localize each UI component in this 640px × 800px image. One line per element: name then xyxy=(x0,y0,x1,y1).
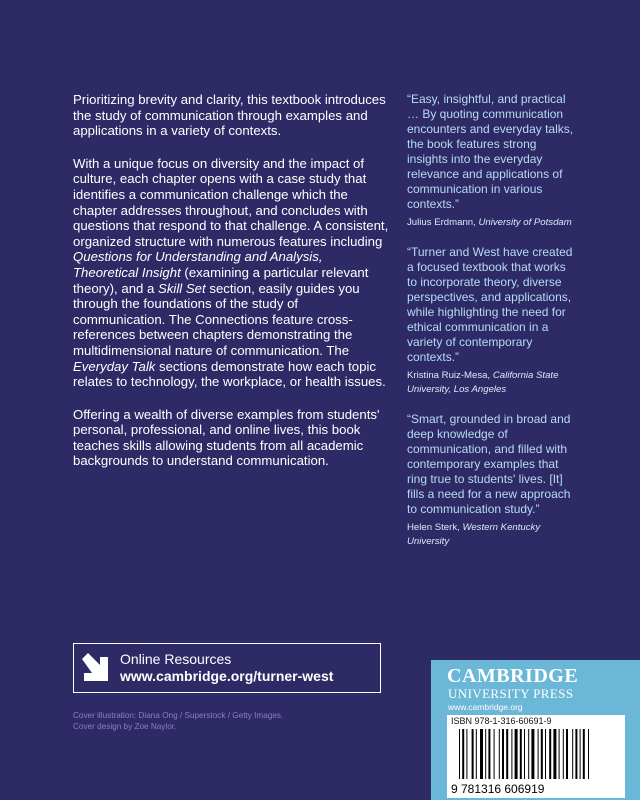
barcode-bar xyxy=(566,729,568,779)
design-credit: Cover design by Zoe Naylor. xyxy=(73,722,177,731)
barcode-bar xyxy=(553,729,556,779)
publisher-press: UNIVERSITY PRESS xyxy=(448,686,574,701)
p2-text-c: section, easily guides you through the foundations of the study of communication. The Connections feature cross-references between chapters demonstrating the multidimensional nature of communication. The xyxy=(73,280,360,358)
barcode-bar xyxy=(494,729,495,779)
publisher-band xyxy=(431,660,640,800)
isbn-label: ISBN 978-1-316-60691-9 xyxy=(451,716,552,726)
endorsements xyxy=(407,92,577,564)
barcode-bar xyxy=(549,729,551,779)
barcode-bar xyxy=(472,729,474,779)
barcode-bar xyxy=(545,729,546,779)
publisher-url: www.cambridge.org xyxy=(448,702,523,712)
isbn-barcode xyxy=(447,715,625,798)
endorsement-quote: “Smart, grounded in broad and deep knowledge of communication, and filled with contemporary examples that ring true to students' lives. [It] fills a need for a new approach to communication study.” xyxy=(407,412,571,516)
barcode-bar xyxy=(459,729,460,779)
barcode-bar xyxy=(531,729,534,779)
online-resources-box[interactable] xyxy=(73,643,381,693)
description-text xyxy=(73,92,391,486)
endorser-affiliation: University of Potsdam xyxy=(478,217,572,228)
endorsement-quote: “Easy, insightful, and practical … By quoting communication encounters and everyday talks, the book features strong insights into the everyday relevance and applications of communication in various contexts.” xyxy=(407,92,574,211)
endorsement-attribution xyxy=(407,369,577,397)
endorsement-attribution xyxy=(407,216,577,230)
p2-italic-3: Everyday Talk xyxy=(73,358,156,374)
barcode-bar xyxy=(476,729,477,779)
endorsement-attribution xyxy=(407,521,577,549)
barcode-bar xyxy=(563,729,564,779)
arrow-down-right-icon xyxy=(74,644,116,692)
barcode-bar xyxy=(572,729,573,779)
barcode-bar xyxy=(488,729,490,779)
barcode-bar xyxy=(588,729,589,779)
p2-text-a: With a unique focus on diversity and the impact of culture, each chapter opens with a case study that identifies a communication challenge which the chapter addresses throughout, and concludes with questions that respond to that challenge. A consistent, organized structure with numerous features including xyxy=(73,155,389,249)
barcode-bar xyxy=(506,729,508,779)
p2-text-b: (examining a particular relevant theory), and a xyxy=(73,264,369,296)
online-resources-title: Online Resources xyxy=(120,651,232,667)
barcode-bar xyxy=(528,729,529,779)
endorser-name: Helen Sterk, xyxy=(407,522,463,533)
barcode-bar xyxy=(520,729,522,779)
barcode-bar xyxy=(515,729,518,779)
endorser-affiliation: Western Kentucky University xyxy=(407,522,541,547)
endorser-name: Julius Erdmann, xyxy=(407,217,479,228)
barcode-graphic xyxy=(447,727,625,798)
p2-italic-2: Skill Set xyxy=(158,280,206,296)
barcode-bar xyxy=(524,729,525,779)
p2-text-d: sections demonstrate how each topic relates to technology, the workplace, or health issues. xyxy=(73,358,386,390)
barcode-bar xyxy=(538,729,539,779)
endorser-affiliation: California State University, Los Angeles xyxy=(407,370,559,395)
endorsement-3 xyxy=(407,412,577,549)
description-paragraph-2 xyxy=(73,156,391,390)
barcode-digits: 9 781316 606919 xyxy=(451,782,545,796)
endorser-name: Kristina Ruiz-Mesa, xyxy=(407,370,493,381)
barcode-bar xyxy=(466,729,467,779)
barcode-bar xyxy=(485,729,486,779)
barcode-bar xyxy=(541,729,543,779)
cover-credits xyxy=(73,710,393,732)
endorsement-2 xyxy=(407,245,577,397)
illustration-credit: Cover illustration: Diana Ong / Superstock / Getty Images. xyxy=(73,711,284,720)
endorsement-1 xyxy=(407,92,577,230)
endorsement-quote: “Turner and West have created a focused textbook that works to incorporate theory, diverse perspectives, and applications, while highlighting the need for ethical communication in a variety of contemporary contexts.” xyxy=(407,245,573,364)
description-paragraph-3: Offering a wealth of diverse examples from students' personal, professional, and online lives, this book teaches skills allowing students from all academic backgrounds to understand communication. xyxy=(73,406,380,469)
publisher-name: CAMBRIDGE xyxy=(447,665,579,687)
barcode-bar xyxy=(502,729,504,779)
barcode-bar xyxy=(480,729,483,779)
online-resources-url[interactable]: www.cambridge.org/turner-west xyxy=(120,668,334,684)
barcode-bar xyxy=(462,729,464,779)
online-resources-text xyxy=(120,651,333,685)
barcode-bar xyxy=(580,729,581,779)
barcode-bar xyxy=(511,729,512,779)
barcode-bar xyxy=(499,729,500,779)
description-paragraph-1: Prioritizing brevity and clarity, this textbook introduces the study of communication through examples and applications in a variety of contexts. xyxy=(73,92,386,139)
barcode-bar xyxy=(559,729,560,779)
barcode-bar xyxy=(583,729,585,779)
p2-italic-1: Questions for Understanding and Analysis, Theoretical Insight xyxy=(73,249,323,280)
barcode-bar xyxy=(575,729,577,779)
